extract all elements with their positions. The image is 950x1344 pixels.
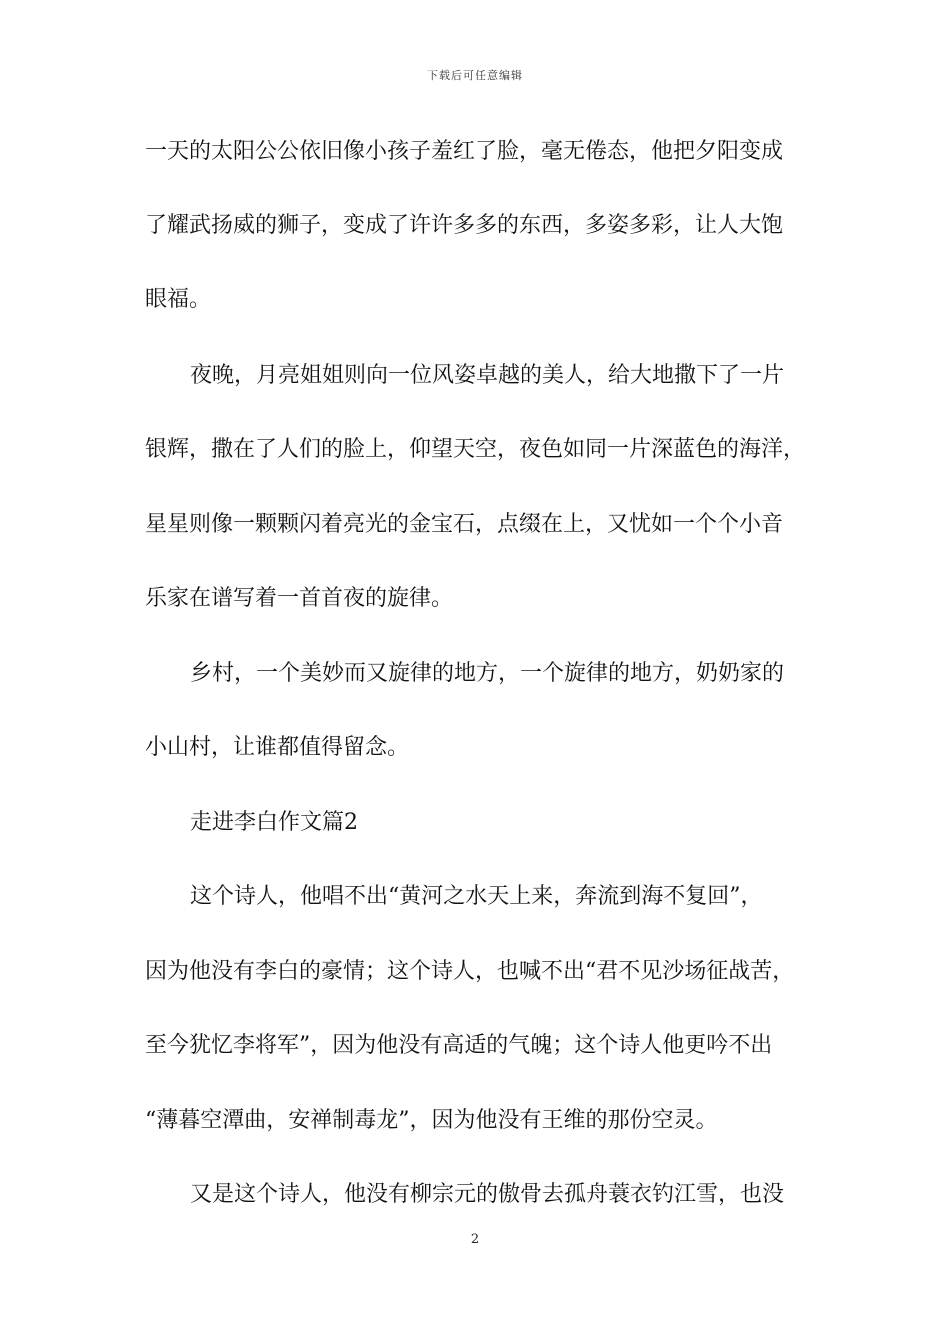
body-line: 了耀武扬威的狮子，变成了许许多多的东西，多姿多彩，让人大饱 <box>145 213 784 238</box>
body-line: 一天的太阳公公依旧像小孩子羞红了脸，毫无倦态，他把夕阳变成 <box>145 139 784 164</box>
page-number: 2 <box>470 1232 480 1247</box>
paragraph-start-line: 这个诗人，他唱不出“黄河之水天上来，奔流到海不复回”， <box>190 884 763 909</box>
body-line: 因为他没有李白的豪情；这个诗人，也喊不出“君不见沙场征战苦， <box>145 959 795 984</box>
page-header: 下载后可任意编辑 <box>427 69 523 82</box>
body-line: 至今犹忆李将军”，因为他没有高适的气魄；这个诗人他更吟不出 <box>145 1033 773 1058</box>
body-line: “薄暮空潭曲，安禅制毒龙”，因为他没有王维的那份空灵。 <box>145 1108 718 1133</box>
body-line: 小山村，让谁都值得留念。 <box>145 735 410 760</box>
body-line: 乐家在谱写着一首首夜的旋律。 <box>145 586 454 611</box>
body-line: 银辉，撒在了人们的脸上，仰望天空，夜色如同一片深蓝色的海洋， <box>145 437 806 462</box>
paragraph-start-line: 又是这个诗人，他没有柳宗元的傲骨去孤舟蓑衣钓江雪，也没 <box>190 1182 785 1207</box>
body-line: 星星则像一颗颗闪着亮光的金宝石，点缀在上，又忧如一个个小音 <box>145 512 784 537</box>
section-heading: 走进李白作文篇2 <box>190 810 358 835</box>
body-line: 眼福。 <box>145 287 212 312</box>
paragraph-start-line: 乡村，一个美妙而又旋律的地方，一个旋律的地方，奶奶家的 <box>190 661 785 686</box>
paragraph-start-line: 夜晚，月亮姐姐则向一位风姿卓越的美人，给大地撒下了一片 <box>190 363 785 388</box>
